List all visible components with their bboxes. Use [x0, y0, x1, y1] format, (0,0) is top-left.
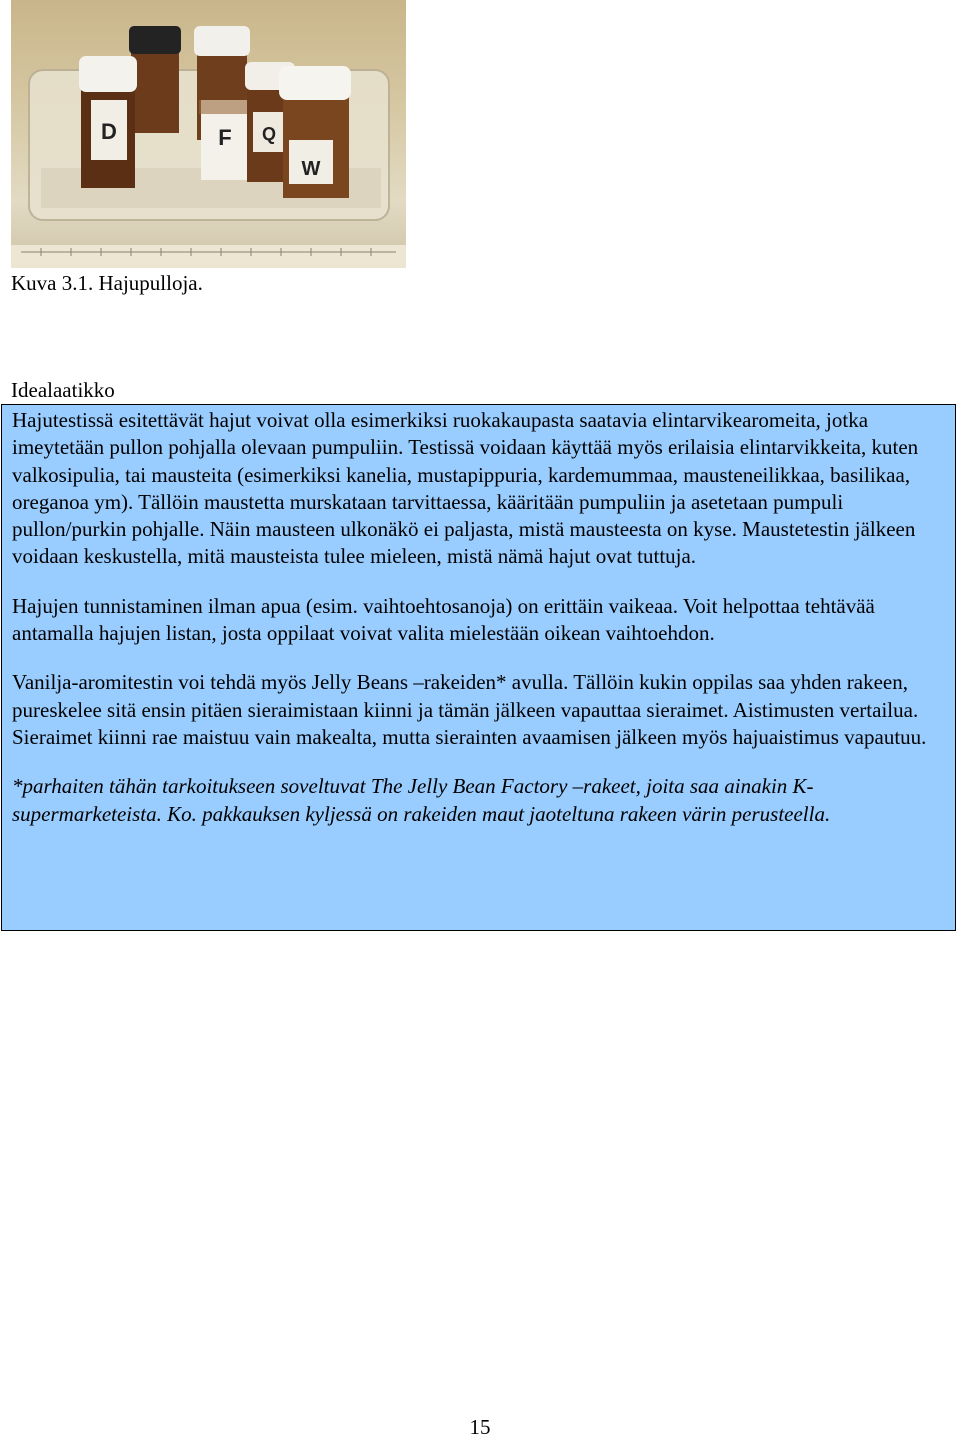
- bottle-label-f: F: [218, 125, 232, 150]
- ideabox-paragraph: Hajujen tunnistaminen ilman apua (esim. vaihtoehtosanoja) on erittäin vaikeaa. Voit helpottaa tehtävää antamalla hajujen listan, josta oppilaat voivat valita mielestään oikean vaihtoehdon.: [12, 593, 875, 646]
- ideabox-paragraph: Vanilja-aromitestin voi tehdä myös Jelly Beans –rakeiden* avulla. Tällöin kukin oppilas saa yhden rakeen, pureskelee sitä ensin pitäen sieraimistaan kiinni ja tämän jälkeen vapauttaa sieraimet. Aistimusten vertailua. Sieraimet kiinni rae maistuu vain makealta, mutta sierainten avaamisen jälkeen myös hajuaistimus vapautuu.: [12, 670, 927, 749]
- ideabox-title: Idealaatikko: [11, 378, 115, 402]
- ideabox-paragraph: Hajutestissä esitettävät hajut voivat olla esimerkiksi ruokakaupasta saatavia elintarvikearomeita, jotka imeytetään pullon pohjalla olevaan pumpuliin. Testissä voidaan käyttää myös erilaisia elintarvikkeita, kuten valkosipulia, tai mausteita (esimerkiksi kanelia, mustapippuria, kardemummaa, mausteneilikkaa, basilikaa, oreganoa ym). Tällöin maustetta murskataan tarvittaessa, kääritään pumpuliin ja asetetaan pumpuli pullon/purkin pohjalle. Näin mausteen ulkonäkö ei paljasta, mistä mausteesta on kyse. Maustetestin jälkeen voidaan keskustella, mitä mausteista tulee mieleen, mistä nämä hajut ovat tuttuja.: [12, 408, 919, 569]
- figure-caption: Kuva 3.1. Hajupulloja.: [11, 271, 203, 295]
- bottle-label-w: W: [301, 158, 321, 180]
- ideabox: [1, 404, 956, 931]
- page-number: 15: [469, 1415, 491, 1439]
- bottle-label-d: D: [101, 119, 117, 144]
- bottles-illustration: [11, 0, 406, 268]
- bottle-label-q: Q: [261, 124, 277, 144]
- ideabox-footnote: *parhaiten tähän tarkoitukseen soveltuvat The Jelly Bean Factory –rakeet, joita saa ainakin K-supermarketeista. Ko. pakkauksen kyljessä on rakeiden maut jaoteltuna rakeen värin perusteella.: [12, 774, 831, 826]
- bottles-photo: [11, 0, 406, 268]
